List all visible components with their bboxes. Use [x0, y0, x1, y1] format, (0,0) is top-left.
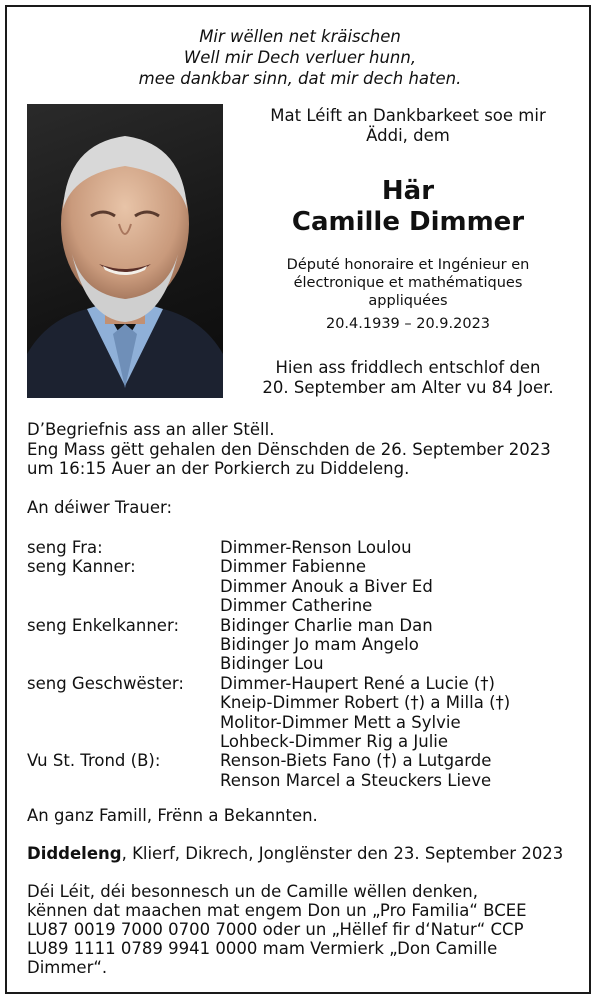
- deceased-name: [238, 176, 578, 238]
- title-line: Député honoraire et Ingénieur en: [286, 257, 530, 273]
- donation-line: kënnen dat maachen mat engem Don un „Pro Familia“ BCEE: [27, 901, 527, 920]
- relative-name: Bidinger Charlie man Dan: [220, 615, 433, 635]
- honorific: Här: [381, 176, 435, 206]
- relative-label: Vu St. Trond (B):: [27, 751, 161, 771]
- relative-name: Lohbeck-Dimmer Rig a Julie: [220, 732, 449, 752]
- poem-line: mee dankbar sinn, dat mir dech haten.: [138, 69, 462, 88]
- place-rest: , Klierf, Dikrech, Jonglënster den 23. September 2023: [121, 844, 564, 863]
- burial-line: um 16:15 Auer an der Porkierch zu Diddeleng.: [27, 459, 410, 478]
- passing-note: [238, 358, 578, 398]
- relative-name: Dimmer Fabienne: [220, 557, 366, 577]
- relative-group: [27, 557, 587, 615]
- burial-info: [27, 420, 587, 479]
- title-line: appliquées: [368, 293, 448, 309]
- relative-group: [27, 674, 587, 752]
- relatives-list: [27, 538, 587, 790]
- donation-line: LU87 0019 7000 0700 7000 oder un „Hëllef fir d‘Natur“ CCP: [27, 920, 524, 939]
- burial-line: Eng Mass gëtt gehalen den Dënschden de 26. September 2023: [27, 439, 551, 459]
- poem-line: Mir wëllen net kräischen: [199, 27, 401, 46]
- life-dates: 20.4.1939 – 20.9.2023: [325, 316, 491, 332]
- relative-name: Molitor-Dimmer Mett a Sylvie: [220, 712, 461, 732]
- relative-label: seng Enkelkanner:: [27, 615, 180, 635]
- relative-name: Renson-Biets Fano (†) a Lutgarde: [220, 751, 492, 771]
- relative-name: Renson Marcel a Steuckers Lieve: [220, 770, 492, 790]
- passing-line: 20. September am Alter vu 84 Joer.: [262, 378, 554, 397]
- passing-line: Hien ass friddlech entschlof den: [275, 358, 541, 377]
- relative-label: seng Fra:: [27, 538, 103, 557]
- portrait-photo: [27, 104, 223, 398]
- place-date-line: [27, 844, 587, 864]
- relative-name: Dimmer Anouk a Biver Ed: [220, 576, 433, 596]
- friends-line: An ganz Famill, Frënn a Bekannten.: [27, 806, 318, 825]
- deceased-title: [238, 256, 578, 310]
- dedication-line: Äddi, dem: [366, 126, 450, 145]
- relative-name: Dimmer-Haupert René a Lucie (†): [220, 673, 495, 693]
- relative-group: [27, 616, 587, 674]
- place-bold: Diddeleng: [27, 844, 122, 863]
- full-name: Camille Dimmer: [291, 207, 525, 237]
- poem-line: Well mir Dech verluer hunn,: [183, 48, 417, 67]
- relative-label: seng Kanner:: [27, 557, 136, 577]
- poem: [0, 26, 600, 89]
- dedication: [238, 106, 578, 146]
- relative-name: Dimmer Catherine: [220, 596, 373, 616]
- donation-line: Dimmer“.: [27, 958, 108, 977]
- title-line: électronique et mathématiques: [293, 275, 523, 291]
- relative-name: Bidinger Jo mam Angelo: [220, 635, 419, 655]
- relative-label: seng Geschwëster:: [27, 673, 184, 693]
- relative-group: [27, 751, 587, 790]
- relative-name: Bidinger Lou: [220, 654, 324, 674]
- relative-name: Dimmer-Renson Loulou: [220, 538, 412, 557]
- donation-line: LU89 1111 0789 9941 0000 mam Vermierk „Don Camille: [27, 939, 498, 958]
- dedication-line: Mat Léift an Dankbarkeet soe mir: [270, 106, 546, 125]
- relative-group: [27, 538, 587, 557]
- burial-line: D’Begriefnis ass an aller Stëll.: [27, 420, 275, 439]
- mourning-intro: An déiwer Trauer:: [27, 498, 173, 517]
- donation-info: [27, 882, 587, 977]
- donation-line: Déi Léit, déi besonnesch un de Camille wëllen denken,: [27, 882, 478, 901]
- relative-name: Kneip-Dimmer Robert (†) a Milla (†): [220, 693, 511, 713]
